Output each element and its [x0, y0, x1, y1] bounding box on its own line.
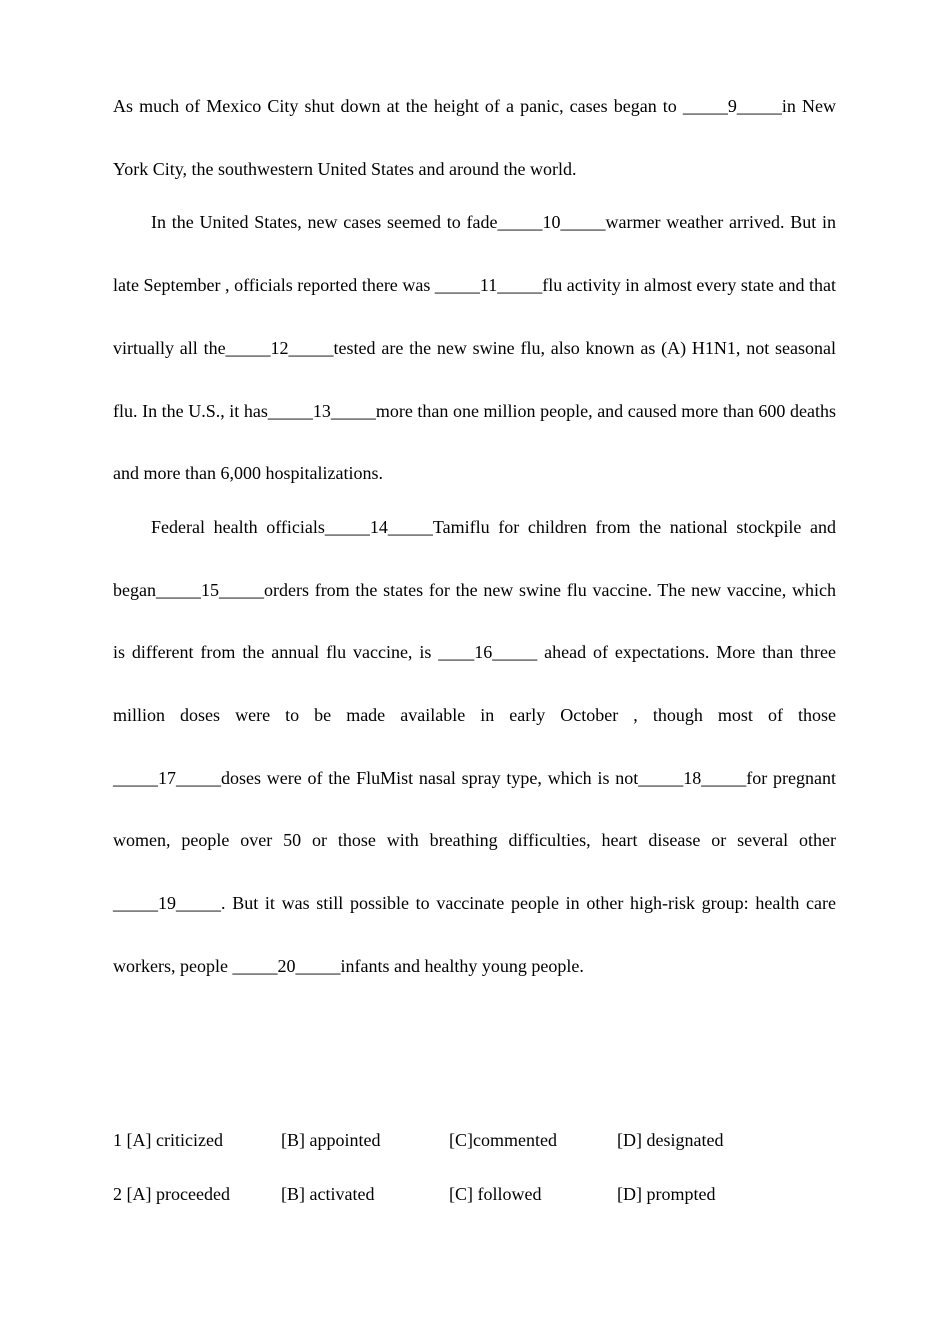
option-row-2	[113, 1174, 836, 1228]
option-2-d: [D] prompted	[617, 1184, 716, 1204]
option-2-c: [C] followed	[449, 1184, 542, 1204]
option-1-a: 1 [A] criticized	[113, 1130, 223, 1150]
option-1-b: [B] appointed	[281, 1130, 381, 1150]
paragraph-3: Federal health officials_____14_____Tamiflu for children from the national stockpile and began_____15_____orders from the states for the new swine flu vaccine. The new vaccine, which is different from the annual flu vaccine, is ____16_____ ahead of expectations. More than three million doses were to be made available in early October , though most of those _____17_____doses were of the FluMist nasal spray type, which is not_____18_____for pregnant women, people over 50 or those with breathing difficulties, heart disease or several other _____19_____. But it was still possible to vaccinate people in other high-risk group: health care workers, people _____20_____infants and healthy young people.	[113, 516, 836, 976]
option-2-a: 2 [A] proceeded	[113, 1184, 230, 1204]
paragraph-1: As much of Mexico City shut down at the height of a panic, cases began to _____9_____in New York City, the southwestern United States and around the world.	[113, 96, 836, 179]
option-1-d: [D] designated	[617, 1130, 724, 1150]
option-row-1	[113, 1120, 836, 1174]
answer-options	[113, 1120, 836, 1228]
option-1-c: [C]commented	[449, 1130, 557, 1150]
option-2-b: [B] activated	[281, 1184, 375, 1204]
passage	[113, 75, 836, 998]
paragraph-2: In the United States, new cases seemed to fade_____10_____warmer weather arrived. But in late September , officials reported there was _____11_____flu activity in almost every state and that virtually all the_____12_____tested are the new swine flu, also known as (A) H1N1, not seasonal flu. In the U.S., it has_____13_____more than one million people, and caused more than 600 deaths and more than 6,000 hospitalizations.	[113, 212, 836, 484]
